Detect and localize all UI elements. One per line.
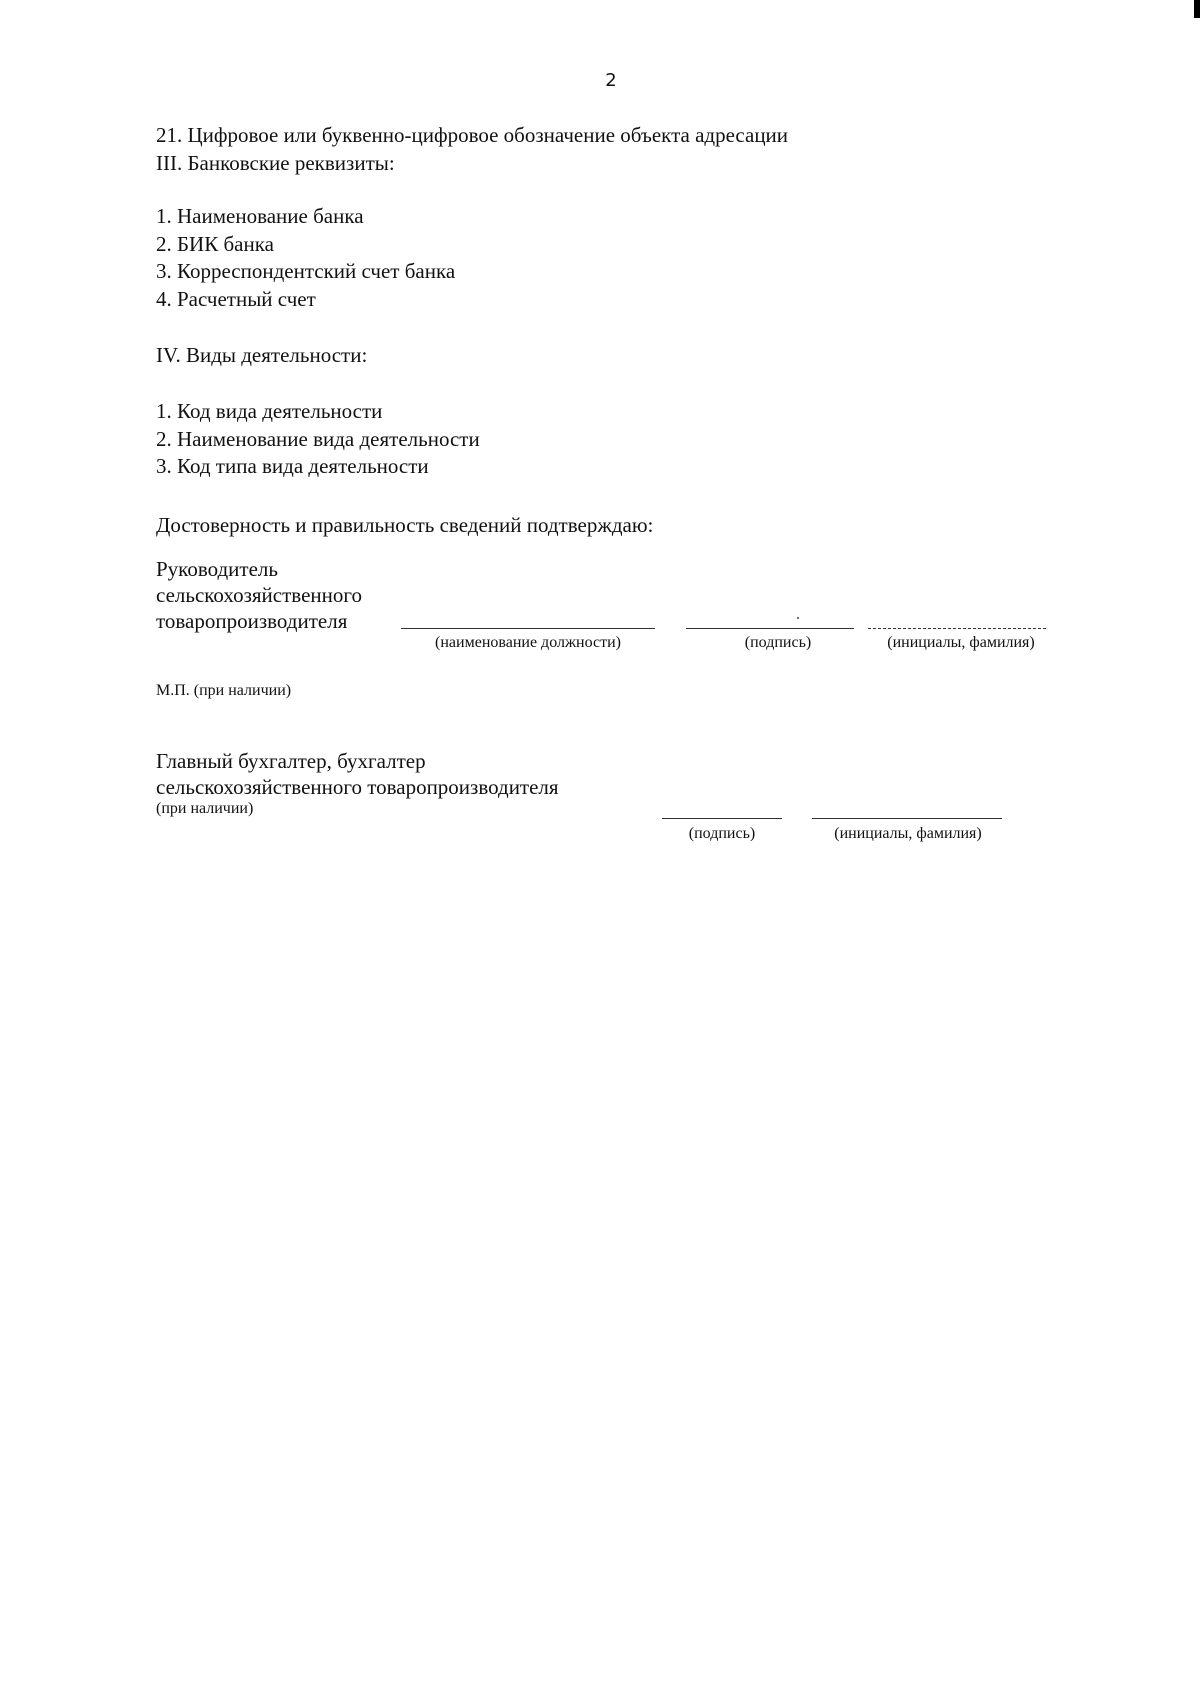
activity-items-list (156, 398, 480, 481)
head-title-line: товаропроизводителя (156, 609, 348, 633)
bank-items-list (156, 203, 455, 313)
scan-edge-mark (1194, 0, 1200, 18)
list-item: 3. Код типа вида деятельности (156, 454, 429, 478)
activity-section-heading: IV. Виды деятельности: (156, 343, 368, 367)
accountant-signature-line (662, 818, 782, 819)
list-item: 2. БИК банка (156, 231, 274, 256)
name-caption: (инициалы, фамилия) (887, 634, 1035, 651)
accountant-signature-caption: (подпись) (688, 825, 756, 842)
accountant-name-caption: (инициалы, фамилия) (834, 825, 982, 842)
list-item: 2. Наименование вида деятельности (156, 426, 480, 451)
scan-speck (797, 617, 799, 619)
stamp-note: М.П. (при наличии) (156, 682, 292, 699)
page-number: 2 (605, 70, 617, 91)
confirmation-statement: Достоверность и правильность сведений подтверждаю: (156, 513, 654, 537)
signature-line (686, 628, 854, 629)
bank-section-heading: III. Банковские реквизиты: (156, 150, 395, 175)
position-caption: (наименование должности) (435, 634, 621, 651)
accountant-name-line (812, 818, 1002, 819)
accountant-title-block (156, 748, 559, 800)
signature-caption: (подпись) (744, 634, 812, 651)
accountant-note: (при наличии) (156, 800, 254, 817)
position-signature-line (401, 628, 655, 629)
accountant-title-line: сельскохозяйственного товаропроизводителя (156, 775, 559, 799)
list-item: 1. Наименование банка (156, 204, 364, 228)
address-item-21: 21. Цифровое или буквенно-цифровое обозначение объекта адресации (156, 123, 789, 147)
head-title-line: сельскохозяйственного (156, 583, 362, 607)
name-signature-line (868, 628, 1046, 629)
list-item: 3. Корреспондентский счет банка (156, 259, 456, 283)
head-title-block (156, 556, 362, 634)
head-title-line: Руководитель (156, 557, 278, 581)
list-item: 1. Код вида деятельности (156, 399, 383, 423)
address-block (156, 122, 788, 177)
accountant-title-line: Главный бухгалтер, бухгалтер (156, 749, 426, 773)
list-item: 4. Расчетный счет (156, 286, 316, 311)
